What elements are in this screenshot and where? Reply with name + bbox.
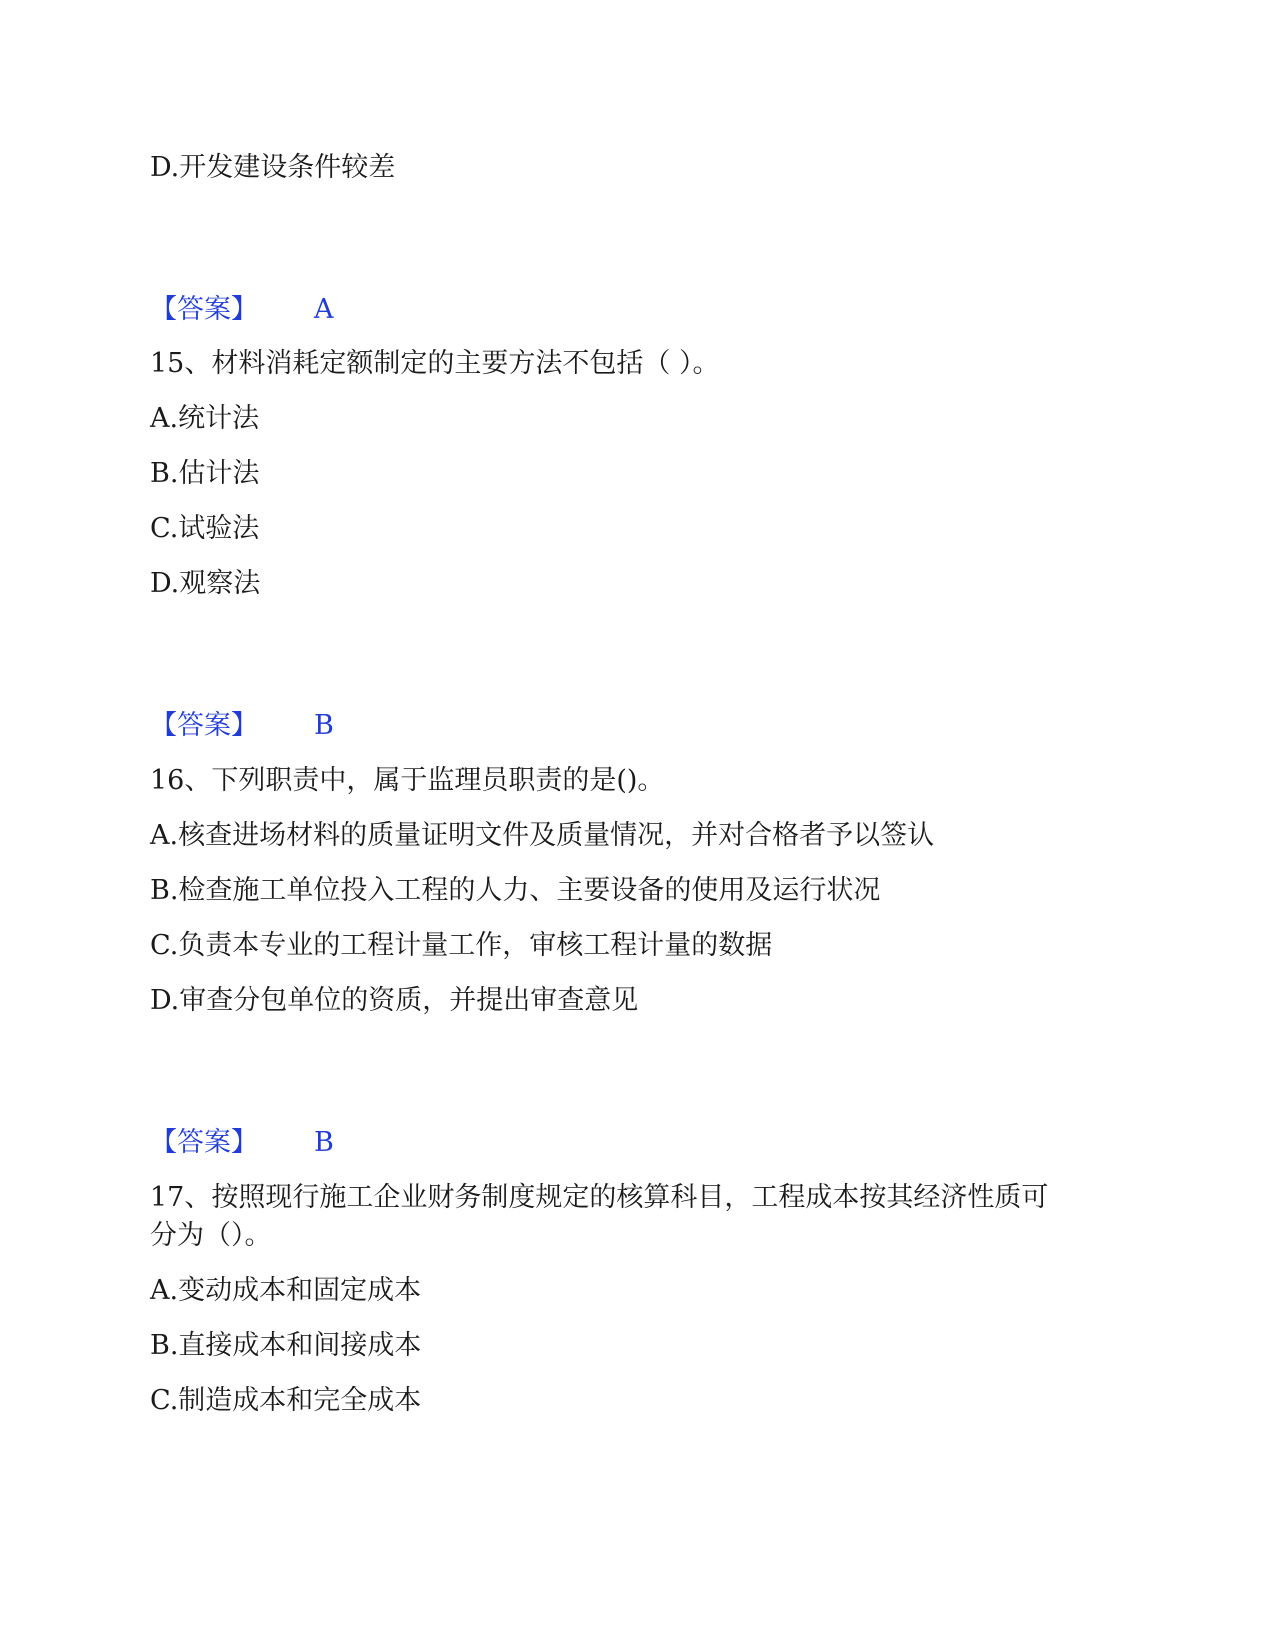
q16-answer xyxy=(150,1125,334,1161)
q16-option-c: C.负责本专业的工程计量工作，审核工程计量的数据 xyxy=(150,930,773,961)
q15-option-c: C.试验法 xyxy=(150,513,260,544)
q15-option-b: B.估计法 xyxy=(150,458,260,489)
q17-option-b: B.直接成本和间接成本 xyxy=(150,1330,422,1361)
q17-question-line2: 分为（）。 xyxy=(150,1220,272,1251)
answer-value: A xyxy=(314,294,334,325)
q15-answer xyxy=(150,708,334,744)
q15-option-d: D.观察法 xyxy=(150,568,261,599)
q14-option-d: D.开发建设条件较差 xyxy=(150,152,396,183)
q17-option-c: C.制造成本和完全成本 xyxy=(150,1385,422,1416)
answer-value: B xyxy=(314,710,334,741)
q15-question: 15、材料消耗定额制定的主要方法不包括（ ）。 xyxy=(150,348,720,379)
q16-option-d: D.审查分包单位的资质，并提出审查意见 xyxy=(150,985,639,1016)
q16-question: 16、下列职责中，属于监理员职责的是()。 xyxy=(150,765,665,796)
q16-option-a: A.核查进场材料的质量证明文件及质量情况，并对合格者予以签认 xyxy=(150,820,935,851)
answer-value: B xyxy=(314,1127,334,1158)
q17-question-line1: 17、按照现行施工企业财务制度规定的核算科目，工程成本按其经济性质可 xyxy=(150,1182,1049,1213)
q15-option-a: A.统计法 xyxy=(150,403,260,434)
answer-label: 【答案】 xyxy=(150,294,258,325)
answer-label: 【答案】 xyxy=(150,1127,258,1158)
q17-option-a: A.变动成本和固定成本 xyxy=(150,1275,422,1306)
q14-answer xyxy=(150,292,334,328)
answer-label: 【答案】 xyxy=(150,710,258,741)
q16-option-b: B.检查施工单位投入工程的人力、主要设备的使用及运行状况 xyxy=(150,875,881,906)
